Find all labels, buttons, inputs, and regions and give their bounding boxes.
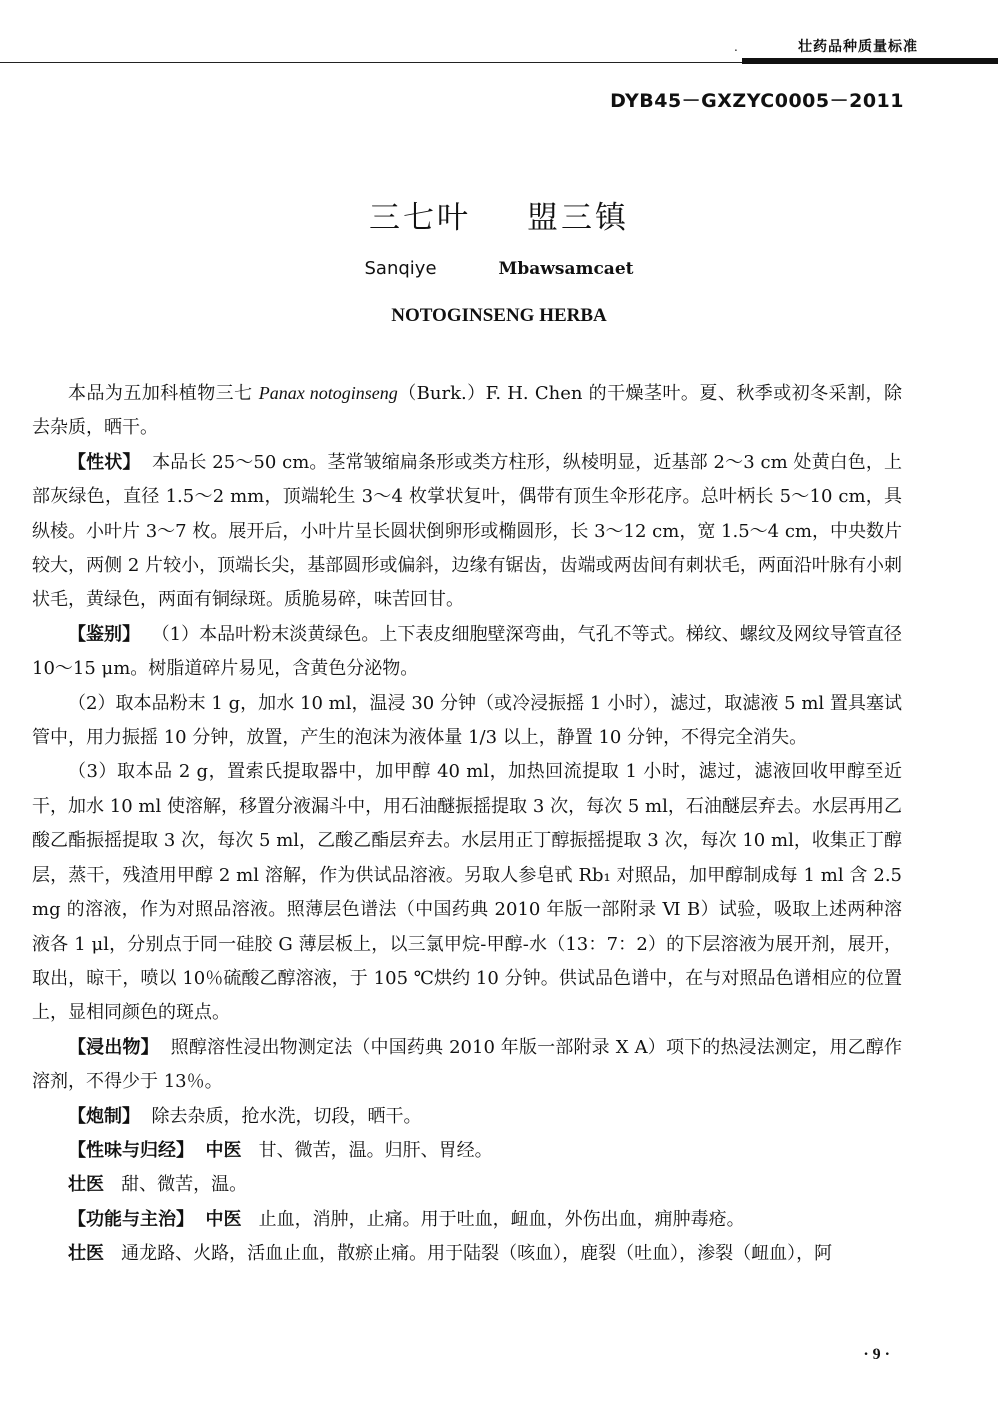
identification-item-2: （2）取本品粉末 1 g，加水 10 ml，温浸 30 分钟（或冷浸振摇 1 小时），滤过，取滤液 5 ml 置具塞试管中，用力振摇 10 分钟，放置，产生的泡沫为液体量 1/3 以上，静置 10 分钟，不得完全消失。 xyxy=(32,692,902,749)
title-romanization xyxy=(0,258,998,279)
extract-section: 【浸出物】 照醇溶性浸出物测定法（中国药典 2010 年版一部附录 Ⅹ A）项下的热浸法测定，用乙醇作溶剂，不得少于 13％。 xyxy=(32,1036,902,1093)
description-section: 【性状】 本品长 25～50 cm。茎常皱缩扁条形或类方柱形，纵棱明显，近基部 2～3 cm 处黄白色，上部灰绿色，直径 1.5～2 mm，顶端轮生 3～4 枚掌状复叶，偶带有顶生伞形花序。总叶柄长 5～10 cm，具纵棱。小叶片 3～7 枚。展开后，小叶片呈长圆状倒卵形或椭圆形，长 3～12 cm，宽 1.5～4 cm，中央数片较大，两侧 2 片较小，顶端长尖，基部圆形或偏斜，边缘有锯齿，齿端或两齿间有刺状毛，两面沿叶脉有小刺状毛，黄绿色，两面有铜绿斑。质脆易碎，味苦回甘。 xyxy=(32,451,903,611)
species-latin-name: Panax notoginseng xyxy=(258,383,398,403)
tcm-label: 中医 xyxy=(205,1139,242,1161)
page-title xyxy=(0,192,998,237)
section-label-extract: 【浸出物】 xyxy=(68,1036,159,1058)
processing-section: 【炮制】 除去杂质，抢水洗，切段，晒干。 xyxy=(68,1105,422,1127)
tcm-label: 中医 xyxy=(205,1208,242,1230)
section-label-nature: 【性味与归经】 xyxy=(68,1139,194,1161)
identification-item-3: （3）取本品 2 g，置索氏提取器中，加甲醇 40 ml，加热回流提取 1 小时，滤过，滤液回收甲醇至近干，加水 10 ml 使溶解，移置分液漏斗中，用石油醚振摇提取 3 次，每次 5 ml，石油醚层弃去。水层再用乙酸乙酯振摇提取 3 次，每次 5 ml，乙酸乙酯层弃去。水层用正丁醇振摇提取 3 次，每次 10 ml，收集正丁醇层，蒸干，残渣用甲醇 2 ml 溶解，作为供试品溶液。另取人参皂甙 Rb₁ 对照品，加甲醇制成每 1 ml 含 2.5 mg 的溶液，作为对照品溶液。照薄层色谱法（中国药典 2010 年版一部附录 Ⅵ B）试验，吸取上述两种溶液各 1 μl，分别点于同一硅胶 G 薄层板上，以三氯甲烷-甲醇-水（13：7：2）的下层溶液为展开剂，展开，取出，晾干，喷以 10％硫酸乙醇溶液，于 105 ℃烘约 10 分钟。供试品色谱中，在与对照品色谱相应的位置上，显相同颜色的斑点。 xyxy=(32,761,902,1024)
nature-section: 【性味与归经】 中医 甘、微苦，温。归肝、胃经。 xyxy=(68,1139,493,1161)
title-pinyin: Sanqiye xyxy=(364,258,437,279)
monograph-body xyxy=(32,376,902,1272)
zhuang-label: 壮医 xyxy=(68,1174,104,1196)
title-zhuang-name: 盟三镇 xyxy=(527,200,629,236)
title-latin-name: NOTOGINSENG HERBA xyxy=(391,305,607,326)
section-label-description: 【性状】 xyxy=(68,451,141,473)
function-section: 【功能与主治】 中医 止血，消肿，止痛。用于吐血，衄血，外伤出血，痈肿毒疮。 xyxy=(68,1208,745,1230)
identification-section: 【鉴别】 （1）本品叶粉末淡黄绿色。上下表皮细胞壁深弯曲，气孔不等式。梯纹、螺纹及网纹导管直径 10～15 μm。树脂道碎片易见，含黄色分泌物。 xyxy=(32,623,902,680)
source-paragraph: 本品为五加科植物三七 Panax notoginseng（Burk.）F. H. Chen 的干燥茎叶。夏、秋季或初冬采割，除去杂质，晒干。 xyxy=(32,383,902,439)
section-label-identification: 【鉴别】 xyxy=(68,623,141,645)
function-zhuang: 壮医 通龙路、火路，活血止血，散瘀止痛。用于陆裂（咳血），鹿裂（吐血），渗裂（衄血），阿 xyxy=(68,1243,833,1265)
title-zhuang-pinyin: Mbawsamcaet xyxy=(498,259,634,279)
page-number: · 9 · xyxy=(863,1346,890,1363)
section-label-processing: 【炮制】 xyxy=(68,1105,140,1127)
header-dot: . xyxy=(734,40,738,54)
nature-zhuang: 壮医 甜、微苦，温。 xyxy=(68,1174,248,1196)
title-chinese-name: 三七叶 xyxy=(369,200,471,236)
running-header-book-title: 壮药品种质量标准 xyxy=(798,39,918,55)
header-rule-bar xyxy=(742,58,998,64)
standard-code: DYB45－GXZYC0005－2011 xyxy=(610,90,904,112)
zhuang-label: 壮医 xyxy=(68,1243,104,1265)
section-label-function: 【功能与主治】 xyxy=(68,1208,194,1230)
